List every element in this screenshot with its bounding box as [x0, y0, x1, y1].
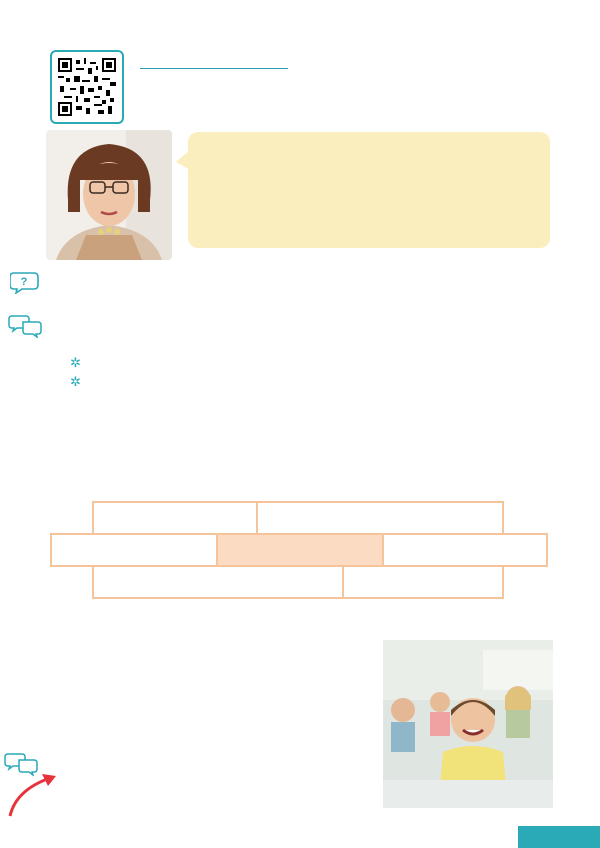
bullet-star-icon: ✲ — [70, 374, 81, 389]
discussion-bubbles-icon — [8, 314, 42, 338]
scheme-cell-safety — [92, 501, 258, 535]
scheme-cell-leisure — [382, 533, 548, 567]
scheme-cell-communication — [92, 565, 344, 599]
bullet-star-icon: ✲ — [70, 355, 81, 370]
scheme-cell-medical-care — [256, 501, 504, 535]
top-dotted-border — [0, 10, 600, 20]
scheme-cell-common-needs — [216, 533, 384, 567]
bottom-dotted-border — [0, 826, 600, 832]
anna-wintour-portrait — [46, 130, 172, 260]
red-arrow-icon — [6, 772, 60, 818]
scheme-cell-education — [50, 533, 218, 567]
scheme-cell-unknown — [342, 565, 504, 599]
qr-code-icon — [58, 58, 116, 116]
url-underline — [140, 68, 288, 69]
qr-code[interactable] — [50, 50, 124, 124]
classroom-photo — [383, 640, 553, 808]
question-bubble-icon — [10, 270, 40, 294]
quote-box — [188, 132, 550, 248]
svg-text:?: ? — [20, 276, 28, 288]
page-number — [518, 826, 600, 848]
